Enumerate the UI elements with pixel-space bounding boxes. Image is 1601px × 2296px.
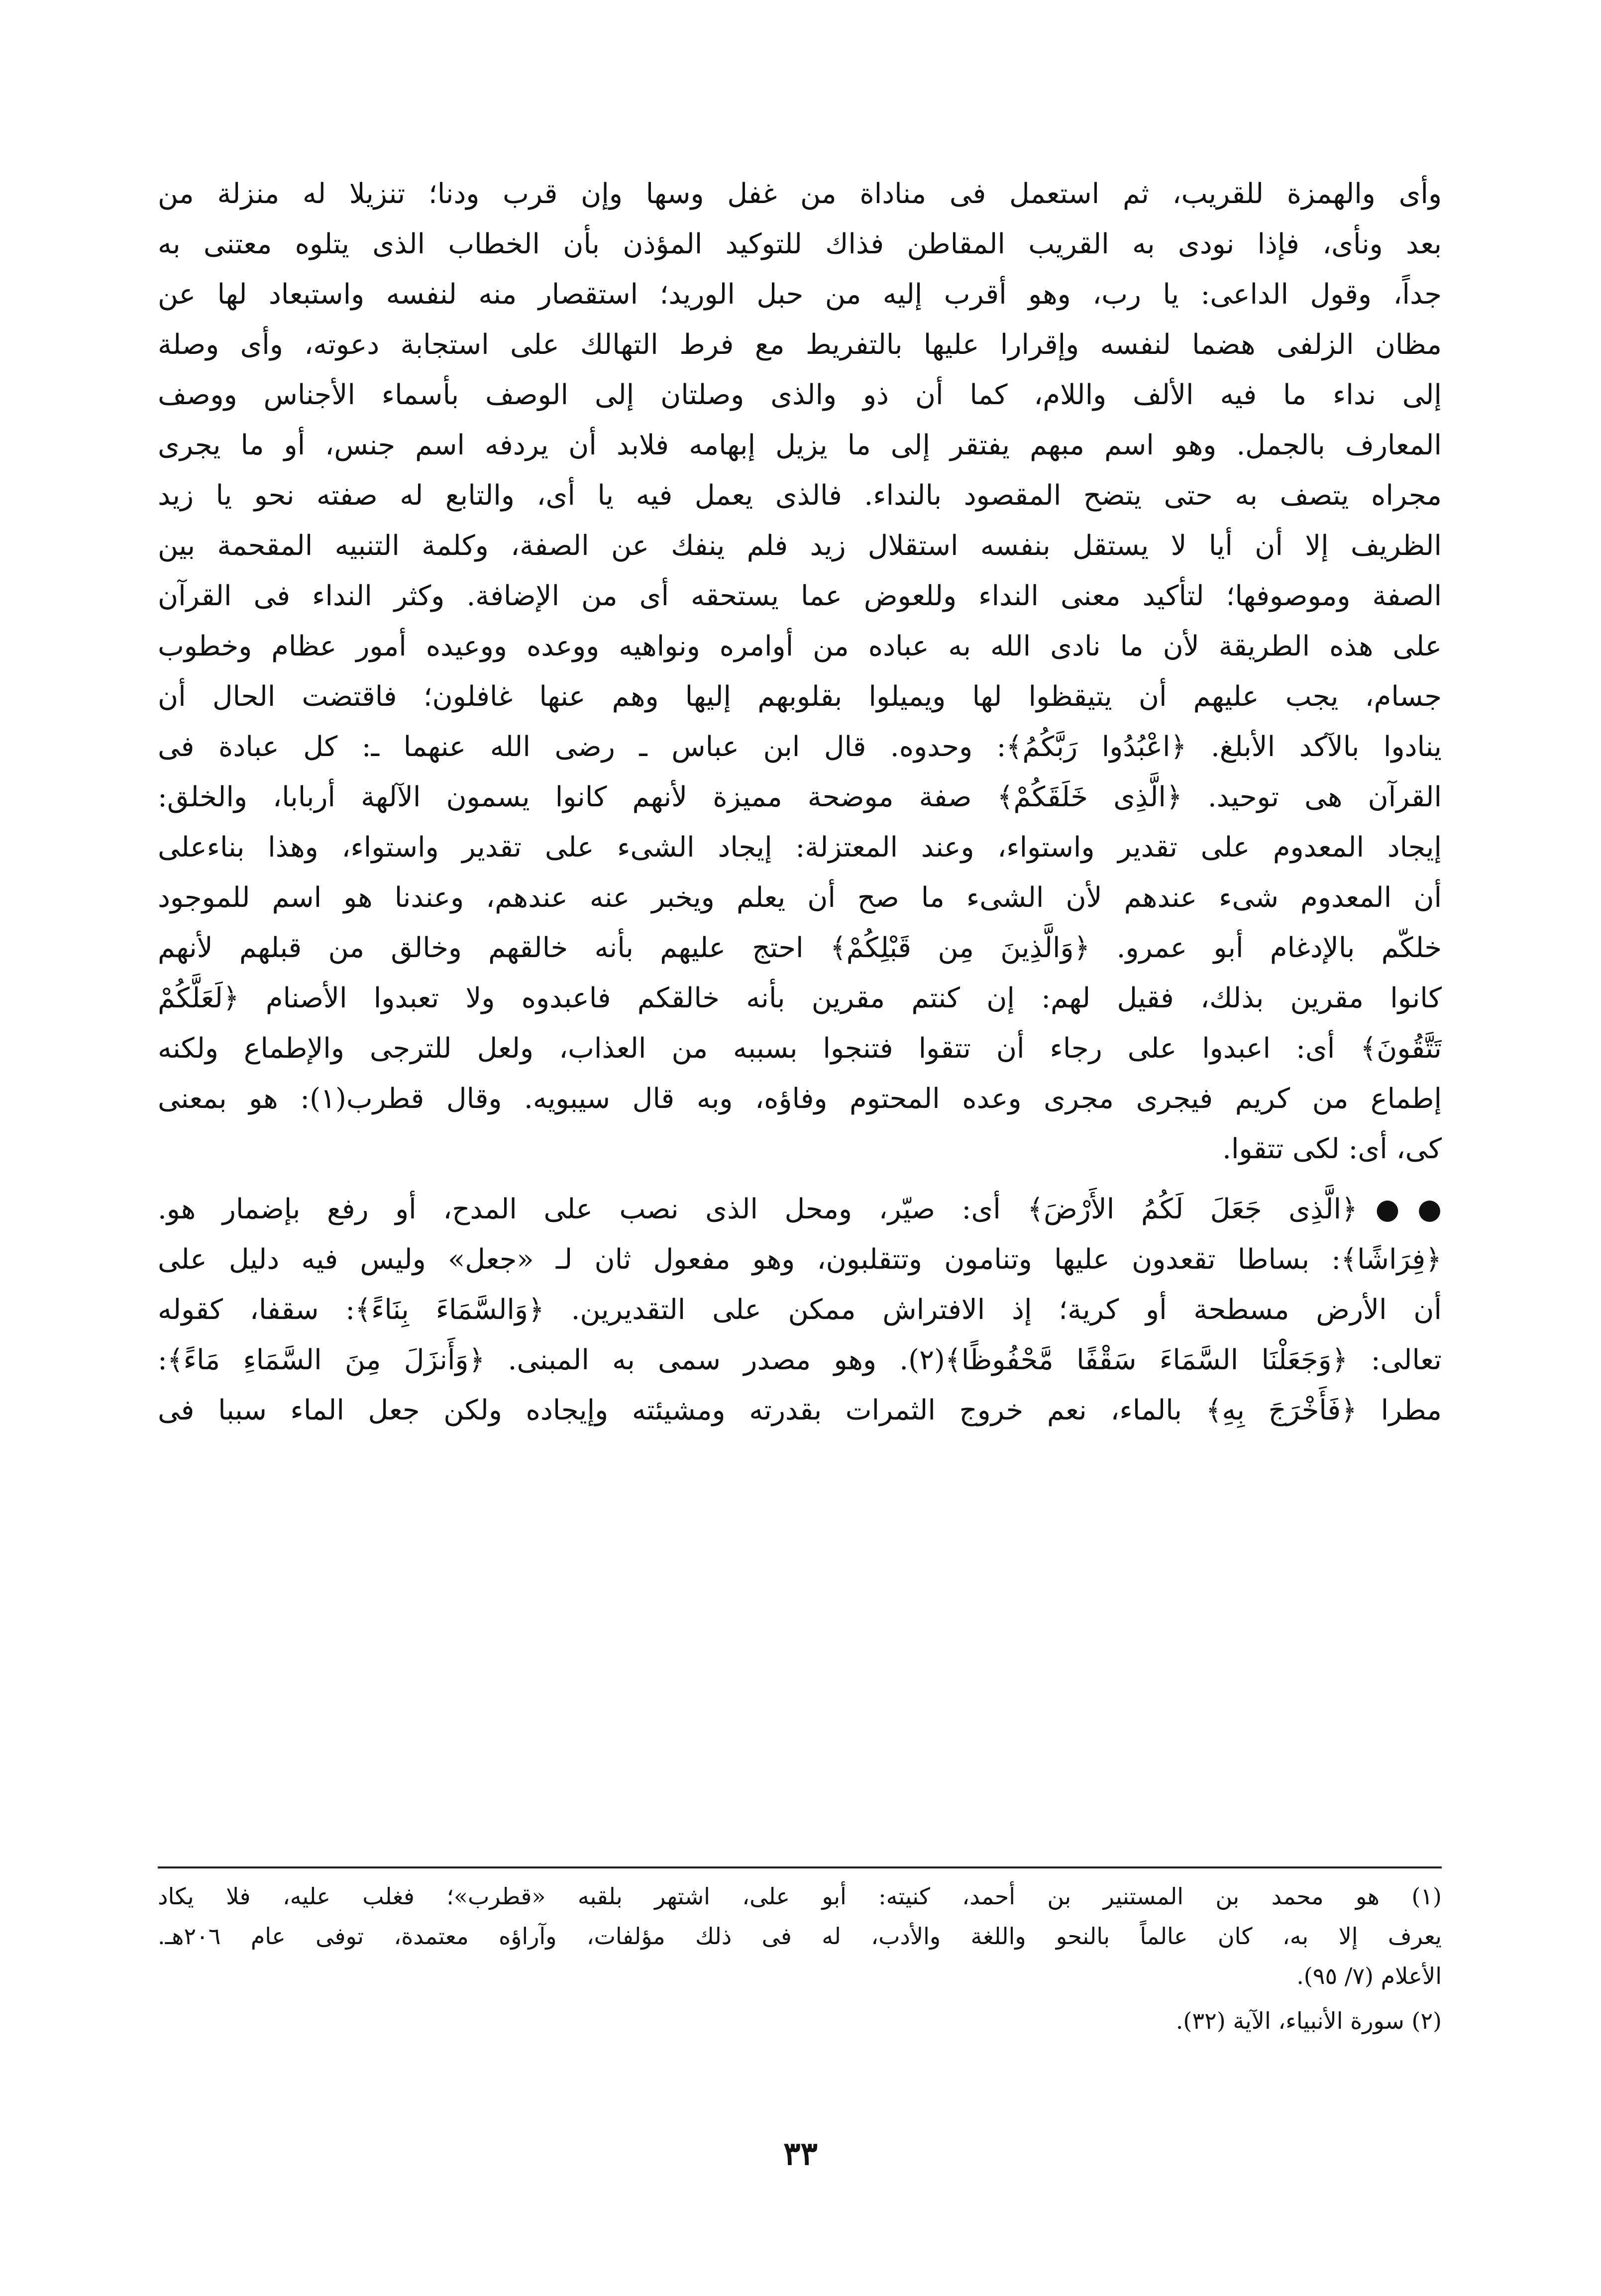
body-line: إيجاد المعدوم على تقدير واستواء، وعند المعتزلة: إيجاد الشىء على تقدير واستواء، وهذا بناءعلى [158,831,1442,864]
body-line: ﴿فِرَاشًا﴾: بساطا تقعدون عليها وتنامون وتتقلبون، وهو مفعول ثان لـ «جعل» وليس فيه دليل على [158,1243,1442,1276]
body-line: بعد ونأى، فإذا نودى به القريب المقاطن فذاك للتوكيد المؤذن بأن الخطاب الذى يتلوه معتنى به [158,228,1442,260]
body-line: جداً، وقول الداعى: يا رب، وهو أقرب إليه من حبل الوريد؛ استقصار منه لنفسه واستبعاد لها عن [158,278,1442,311]
body-line: مطرا ﴿فَأَخْرَجَ بِهِ﴾ بالماء، نعم خروج الثمرات بقدرته ومشيئته وإيجاده ولكن جعل الماء سببا فى [158,1394,1442,1426]
footnote-line: يعرف إلا به، كان عالماً بالنحو واللغة والأدب، له فى ذلك مؤلفات، وآراؤه معتمدة، توفى عام ٢٠٦هـ. [158,1923,1442,1950]
page-number: ٣٣ [783,2135,818,2173]
body-line: كى، أى: لكى تتقوا. [1222,1133,1442,1165]
body-line: ينادوا بالآكد الأبلغ. ﴿اعْبُدُوا رَبَّكُمُ﴾: وحدوه. قال ابن عباس ـ رضى الله عنهما ـ: كل عبادة فى [158,731,1442,763]
body-line: كانوا مقرين بذلك، فقيل لهم: إن كنتم مقرين بأنه خالقكم فاعبدوه ولا تعبدوا الأصنام ﴿لَعَلَّكُمْ [158,982,1442,1014]
body-line: مجراه يتصف به حتى يتضح المقصود بالنداء. فالذى يعمل فيه يا أى، والتابع له صفته نحو يا زيد [158,479,1442,512]
body-line: الصفة وموصوفها؛ لتأكيد معنى النداء وللعوض عما يستحقه أى من الإضافة. وكثر النداء فى القرآن [158,580,1442,612]
body-line: المعارف بالجمل. وهو اسم مبهم يفتقر إلى ما يزيل إبهامه فلابد أن يردفه اسم جنس، أو ما يجرى [158,429,1442,461]
body-line: إطماع من كريم فيجرى مجرى وعده المحتوم وفاؤه، وبه قال سيبويه. وقال قطرب(١): هو بمعنى [158,1083,1442,1115]
body-line: القرآن هى توحيد. ﴿الَّذِى خَلَقَكُمْ﴾ صفة موضحة مميزة لأنهم كانوا يسمون الآلهة أربابا، والخلق: [158,781,1442,813]
body-line: إلى نداء ما فيه الألف واللام، كما أن ذو والذى وصلتان إلى الوصف بأسماء الأجناس ووصف [158,379,1442,411]
body-line: أن الأرض مسطحة أو كرية؛ إذ الافتراش ممكن على التقديرين. ﴿وَالسَّمَاءَ بِنَاءً﴾: سقفا، كقوله [158,1294,1442,1326]
body-line: الظريف إلا أن أيا لا يستقل بنفسه استقلال زيد فلم ينفك عن الصفة، وكلمة التنبيه المقحمة بين [158,530,1442,562]
footnote-line: (١) هو محمد بن المستنير بن أحمد، كنيته: أبو على، اشتهر بلقبه «قطرب»؛ فغلب عليه، فلا يكاد [158,1883,1442,1910]
footnote-separator [158,1866,1442,1868]
body-line: وأى والهمزة للقريب، ثم استعمل فى مناداة من غفل وسها وإن قرب ودنا؛ تنزيلا له منزلة من [158,178,1442,210]
body-line: على هذه الطريقة لأن ما نادى الله به عباده من أوامره ونواهيه ووعده ووعيده أمور عظام وخطوب [158,630,1442,662]
body-line: جسام، يجب عليهم أن يتيقظوا لها ويميلوا بقلوبهم إليها وهم عنها غافلون؛ فاقتضت الحال أن [158,680,1442,713]
body-line: ●●﴿الَّذِى جَعَلَ لَكُمُ الأَرْضَ﴾ أى: صيّر، ومحل الذى نصب على المدح، أو رفع بإضمار هو. [158,1193,1442,1225]
body-line: تَتَّقُونَ﴾ أى: اعبدوا على رجاء أن تتقوا فتنجوا بسببه من العذاب، ولعل للترجى والإطماع ولكنه [158,1032,1442,1065]
body-line: خلكّم بالإدغام أبو عمرو. ﴿وَالَّذِينَ مِن قَبْلِكُمْ﴾ احتج عليهم بأنه خالقهم وخالق من قبلهم لأنهم [158,932,1442,964]
footnote-line: الأعلام (٧/ ٩٥). [1296,1963,1442,1989]
body-line: مظان الزلفى هضما لنفسه وإقرارا عليها بالتفريط مع فرط التهالك على استجابة دعوته، وأى وصلة [158,328,1442,361]
body-line: تعالى: ﴿وَجَعَلْنَا السَّمَاءَ سَقْفًا مَّحْفُوظًا﴾(٢). وهو مصدر سمى به المبنى. ﴿وَأَنزَلَ مِنَ السَّمَاءِ مَاءً﴾: [158,1344,1442,1376]
body-line: أن المعدوم شىء عندهم لأن الشىء ما صح أن يعلم ويخبر عنه عندهم، وعندنا هو اسم للموجود [158,881,1442,914]
footnote-line: (٢) سورة الأنبياء، الآية (٣٢). [1175,2007,1442,2034]
